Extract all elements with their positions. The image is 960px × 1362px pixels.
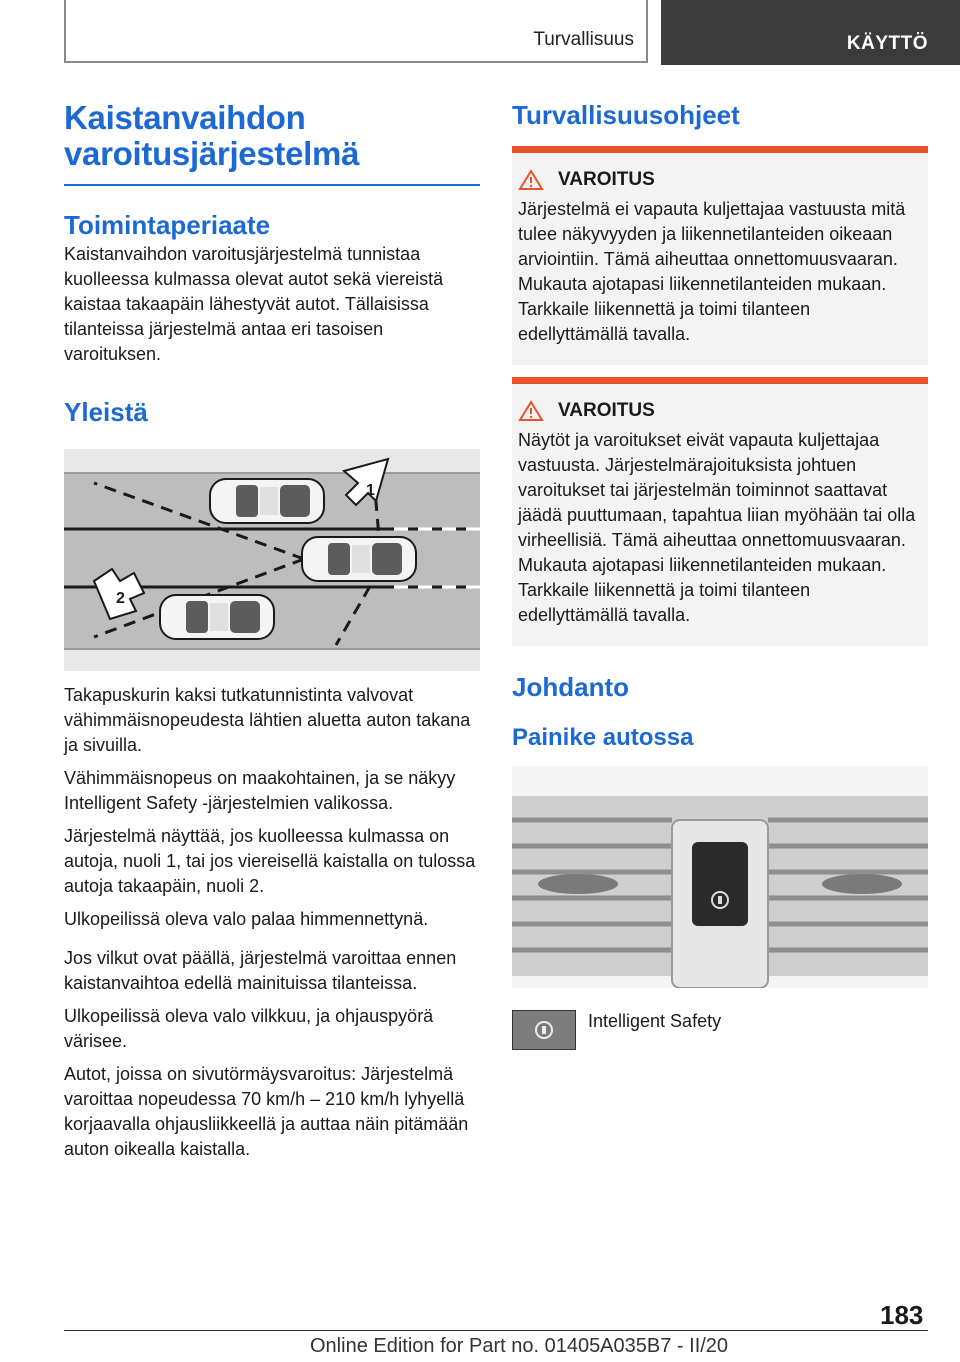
- vent-panel-svg: [512, 766, 928, 988]
- warning-triangle-icon: [518, 400, 544, 422]
- paragraph-3: Järjestelmä näyttää, jos kuolleessa kulmassa on autoja, nuoli 1, tai jos viereisellä kaistalla on tulossa autoja takaapäin, nuoli 2.: [64, 826, 476, 896]
- blind-spot-diagram: [64, 449, 480, 671]
- paragraph-2: Vähimmäisnopeus on maakohtainen, ja se näkyy Intelligent Safety -järjestelmien valikossa.: [64, 768, 456, 813]
- paragraph-5: Jos vilkut ovat päällä, järjestelmä varoittaa ennen kaistanvaihtoa edellä mainituissa tilanteissa.: [64, 948, 457, 993]
- header-section-tab: [64, 0, 648, 63]
- warning-box-2: [512, 377, 928, 646]
- warning-title-2: VAROITUS: [558, 400, 655, 421]
- warning-title-1: VAROITUS: [558, 169, 655, 190]
- footer-rule: [64, 1330, 928, 1331]
- section-title: Turvallisuus: [533, 29, 634, 50]
- button-photo: [512, 766, 928, 988]
- button-label: Intelligent Safety: [588, 1011, 722, 1031]
- heading-button: Painike autossa: [512, 724, 694, 751]
- page-number: 183: [880, 1300, 924, 1330]
- page-title-line2: varoitusjärjestelmä: [64, 135, 360, 172]
- title-rule: [64, 184, 480, 186]
- car-approaching: [160, 595, 274, 639]
- header-chapter-tab: [661, 0, 960, 65]
- button-legend: [512, 1010, 928, 1050]
- lane-diagram-svg: [64, 449, 480, 671]
- car-own: [302, 537, 416, 581]
- warning-triangle-icon: [518, 169, 544, 191]
- chapter-title: KÄYTTÖ: [846, 33, 928, 54]
- arrow-1-label: 1: [366, 482, 375, 499]
- heading-intro: Johdanto: [512, 672, 629, 702]
- arrow-2-label: 2: [116, 590, 125, 607]
- warning-text-2: Näytöt ja varoitukset eivät vapauta kuljettajaa vastuusta. Järjestelmärajoituksista johtuen varoitukset tai järjestelmän toiminnot saattavat jäädä puuttumaan, tapahtua liian myöhään tai olla virheellisiä. Tämä aiheuttaa onnettomuusvaaran. Mukauta ajotapasi liikennetilanteiden mukaan. Tarkkaile liikennettä ja toimi tilanteen edellyttämällä tavalla.: [518, 430, 916, 625]
- paragraph-6: Ulkopeilissä oleva valo vilkkuu, ja ohjauspyörä värisee.: [64, 1006, 434, 1051]
- footer-edition: Online Edition for Part no. 01405A035B7 - II/20: [310, 1335, 729, 1357]
- intelligent-safety-button-icon: [512, 1010, 576, 1050]
- paragraph-1: Takapuskurin kaksi tutkatunnistinta valvovat vähimmäisnopeudesta lähtien aluetta auton takana ja sivuilla.: [64, 685, 471, 755]
- right-column: [512, 100, 928, 1050]
- warning-text-1: Järjestelmä ei vapauta kuljettajaa vastuusta mitä tulee näkyvyyden ja liikennetilanteiden oikeaan arviointiin. Tämä aiheuttaa onnettomuusvaaran. Mukauta ajotapasi liikennetilanteiden mukaan. Tarkkaile liikennettä ja toimi tilanteen edellyttämällä tavalla.: [518, 199, 906, 344]
- heading-general: Yleistä: [64, 397, 148, 427]
- page-title-line1: Kaistanvaihdon: [64, 99, 306, 136]
- paragraph-7: Autot, joissa on sivutörmäysvaroitus: Järjestelmä varoittaa nopeudessa 70 km/h – 210 km/h lyhyellä korjaavalla ohjausliikkeellä ja auttaa näin pitämään auton oikealla kaistalla.: [64, 1064, 469, 1159]
- paragraph-principle: Kaistanvaihdon varoitusjärjestelmä tunnistaa kuolleessa kulmassa olevat autot sekä viereistä kaistaa takaapäin lähestyvät autot. Tällaisissa tilanteissa järjestelmä antaa eri tasoisen varoituksen.: [64, 244, 444, 364]
- heading-safety: Turvallisuusohjeet: [512, 100, 740, 130]
- intelligent-safety-button: [692, 842, 748, 926]
- paragraph-4: Ulkopeilissä oleva valo palaa himmennettynä.: [64, 909, 429, 929]
- left-column: [64, 100, 480, 1162]
- page-title: [64, 100, 480, 172]
- heading-principle: Toimintaperiaate: [64, 210, 271, 240]
- warning-box-1: [512, 146, 928, 365]
- car-blind-spot: [210, 479, 324, 523]
